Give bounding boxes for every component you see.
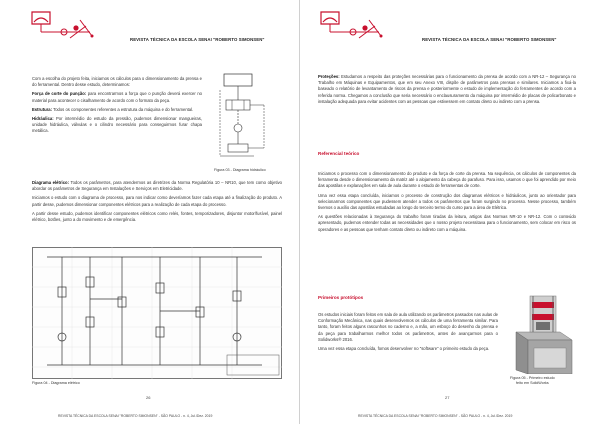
paragraph: Proteções: Estudamos a respeito das proteções necessárias para o funcionamento da prensa de acordo com a NR-12 – Segurança no Trabalho em Máquinas e Equipamentos, que em seu Anexo VIII, dispõe de parâmetros para prensas e similares. Iniciamos a fixá-la baseado o relatório de levantamento de riscos da prensa e posteriormente o estudo de implementação do ferramentes de acordo com a referida norma. Chegamos a conclusão que seria necessário o enclausuramento da máquina por intermédio de placas de policarbonato e instalação adequada para evitar acidentes com as pessoas que estivessem em contato direto ou indireto com a prensa. xyxy=(318,74,576,104)
press-3d-render-figure xyxy=(508,292,578,374)
electrical-diagram-figure xyxy=(32,247,282,379)
page-header: REVISTA TÉCNICA DA ESCOLA SENAI "ROBERTO SIMONSEN" xyxy=(130,37,265,42)
paragraph: Estrutura: Todos os componentes referentes a estrutura da máquina e do ferramental. xyxy=(32,106,194,112)
paragraph: As questões relacionadas à Segurança do trabalho foram tiradas da leitura, artigos das Normas NR-10 e NR-12. Com o conteúdo apresentado, pudemos entender todas as necessidades que o nosso projeto necessitava para o funcionamento, sem colocar em risco os operadores e as pessoas que tenham contato direto ou indireto com a máquina. xyxy=(318,214,576,232)
senai-logo-icon xyxy=(30,10,96,44)
paragraph: Força de corte do punção: para encontrarmos a força que o punção deverá exercer no material para acontecer o cisalhamento de acordo com o formato da peça. xyxy=(32,91,203,103)
paragraph: Com a escolha do projeto feita, iniciamos os cálculos para o dimensionamento da prensa e do ferramental. Dentro desse estudo, determinamos: xyxy=(32,76,202,88)
paragraph: Iniciamos o processo com o dimensionamento do produto e da força de corte da prensa. Na sequência, os cálculos de componentes da ferramenta desde o dimensionamento da matriz até o alojamento da cabeça do parafuso. Para isso, usamos o que foi aprendido por meio das apostilas e explanações em sala de aula durante o estudo de ferramentas de corte. xyxy=(318,171,576,189)
section-heading-prototipos: Primeiros protótipos xyxy=(318,295,364,300)
paragraph: A partir desse estudo, pudemos identificar componentes elétricos como relés, fontes, temporizadores, disjuntor motor/fusível, painel elétrico, botões, junto a do movimento e de emergência. xyxy=(32,210,282,223)
right-body-referencial xyxy=(318,171,576,236)
page-number: 26 xyxy=(146,395,151,400)
hydraulic-diagram-figure xyxy=(214,70,276,166)
page-number: 27 xyxy=(445,395,450,400)
right-body-intro xyxy=(318,74,576,108)
figure-caption: Figura 03 - Diagrama hidráulico xyxy=(214,168,266,172)
left-body-text-wide xyxy=(32,180,282,226)
section-heading-referencial: Referencial teórico xyxy=(318,151,360,156)
right-page xyxy=(300,0,600,424)
paragraph: Diagrama elétrico: Todos os parâmetros, para atendermos as diretrizes da Norma Regulatória 10 – NR10, que tem como objetivo abordar os parâmetros de Segurança em Instalações e Serviços em Eletricidade. xyxy=(32,180,282,192)
figure-caption: Figura 04 - Diagrama elétrico xyxy=(32,381,80,385)
paragraph: Hidráulica: Por intermédio do estudo da pressão, pudemos dimensionar mangueiras, unidade hidráulica, válvulas e o cilindro necessário para conseguirmos furar chapa metálica. xyxy=(32,116,202,134)
paragraph: Iniciamos o estudo com o diagrama de processo, para nos indicar como deveríamos fazer cada etapa até a finalização do produto. A partir desse, pudemos dimensionar componentes elétricos para a realização de cada etapa do processo. xyxy=(32,195,282,207)
paragraph: Os estudos iniciais foram feitos em sala de aula utilizando os parâmetros passados nas aulas de Conformação Mecânica, nas quais desenvolvemos os cálculos de uma ferramenta similar. Para tanto, foram feitos alguns rascunhos no caderno e, a mão, um esboço do desenho da prensa e da peça para trabalharmos melhor todos os parâmetros, antes de avançarmos para o Solidworks® 2016. xyxy=(318,312,498,342)
page-footer: REVISTA TÉCNICA DA ESCOLA SENAI "ROBERTO SIMONSEN" - SÃO PAULO - n. 4, Jul./Dez. 2019 xyxy=(358,414,513,418)
paragraph: Uma vez essa etapa concluída, iniciamos o processo de construção dos diagramas elétricos e hidráulicos, junto ao orientador para selecionarmos componentes que pudessem atender a todos os parâmetros que foram surgindo no processo. Nesse processo, também tivemos o auxílio das apostilas estudadas ao longo do terceiro termo do curso para a área de Elétrica. xyxy=(318,192,576,211)
left-body-text xyxy=(32,76,202,138)
page-footer: REVISTA TÉCNICA DA ESCOLA SENAI "ROBERTO SIMONSEN" - SÃO PAULO - n. 4, Jul./Dez. 2019 xyxy=(58,414,213,418)
paragraph: Uma vez essa etapa concluída, fomos desenvolver no "software" o primeiro estudo da peça. xyxy=(318,346,490,352)
right-body-prototipos xyxy=(318,312,498,355)
senai-logo-icon xyxy=(319,10,385,44)
page-header: REVISTA TÉCNICA DA ESCOLA SENAI "ROBERTO SIMONSEN" xyxy=(422,37,557,42)
figure-caption: Figura 05 - Primeiro estudo feito em SolidWorks xyxy=(510,376,555,385)
